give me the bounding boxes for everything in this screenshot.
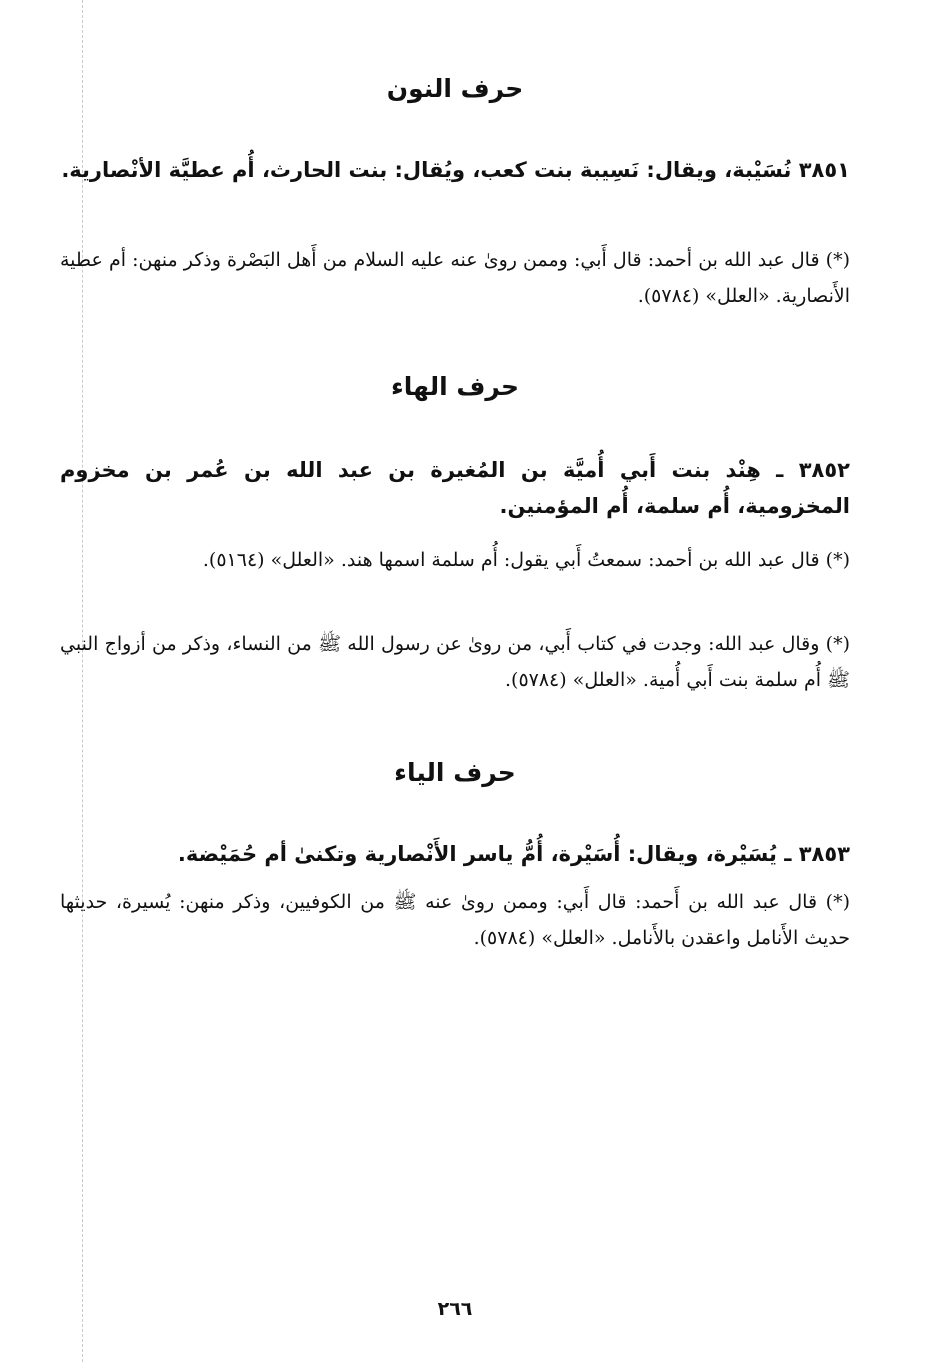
entry-heading-3851: ٣٨٥١ نُسَيْبة، ويقال: نَسِيبة بنت كعب، ويُقال: بنت الحارث، أُم عطيَّة الأنْصارية. bbox=[61, 158, 850, 182]
book-page bbox=[60, 0, 850, 1362]
section-title-nun: حرف النون bbox=[386, 74, 524, 103]
section-title-ya: حرف الياء bbox=[394, 758, 516, 787]
note-3852-1: (*) قال عبد الله بن أحمد: سمعتُ أَبي يقول: أُم سلمة اسمها هند. «العلل» (٥١٦٤). bbox=[202, 549, 850, 571]
note-3853-1: (*) قال عبد الله بن أَحمد: قال أَبي: وممن روىٰ عنه ﷺ من الكوفيين، وذكر منهن: يُسيرة، حديثها حديث الأَنامل واعقدن بالأَنامل. «العلل» (٥٧٨٤). bbox=[60, 891, 850, 949]
entry-heading-3853: ٣٨٥٣ ـ يُسَيْرة، ويقال: أُسَيْرة، أُمُّ ياسر الأَنْصارية وتكنىٰ أم حُمَيْضة. bbox=[177, 842, 850, 866]
entry-heading-3852: ٣٨٥٢ ـ هِنْد بنت أَبي أُميَّة بن المُغيرة بن عبد الله بن عُمر بن مخزوم المخزومية، أُم سلمة، أُم المؤمنين. bbox=[60, 458, 850, 518]
note-3851-1: (*) قال عبد الله بن أحمد: قال أَبي: وممن روىٰ عنه عليه السلام من أَهل البَصْرة وذكر منهن: أم عطية الأَنصارية. «العلل» (٥٧٨٤). bbox=[60, 249, 850, 307]
page-number: ٢٦٦ bbox=[437, 1298, 473, 1320]
section-title-ha: حرف الهاء bbox=[391, 372, 519, 401]
note-3852-2: (*) وقال عبد الله: وجدت في كتاب أَبي، من روىٰ عن رسول الله ﷺ من النساء، وذكر من أزواج النبي ﷺ أُم سلمة بنت أَبي أُمية. «العلل» (٥٧٨٤). bbox=[60, 633, 850, 691]
